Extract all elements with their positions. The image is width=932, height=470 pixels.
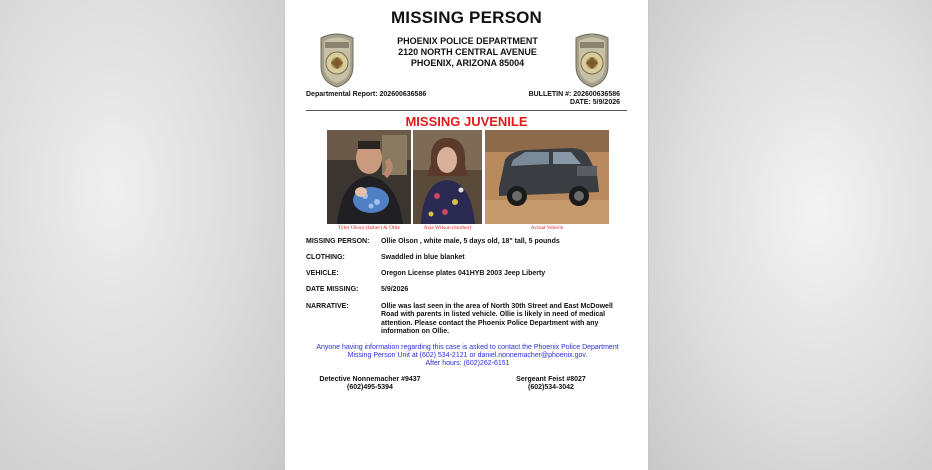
bulletin-number: BULLETIN #: 202600636586: [528, 91, 620, 98]
missing-juvenile-heading: MISSING JUVENILE: [405, 114, 528, 129]
field-value-missing-person: Ollie Olson , white male, 5 days old, 18" tall, 5 pounds: [381, 238, 560, 245]
bulletin-date: DATE: 5/9/2026: [569, 99, 620, 106]
photo-caption-vehicle: Actual Vehicle: [530, 225, 564, 231]
detective-name: Detective Nonnemacher #9437: [319, 376, 421, 383]
poster-title: MISSING PERSON: [390, 8, 543, 27]
department-address-line2: PHOENIX, ARIZONA 85004: [410, 58, 525, 68]
photo-vehicle: [485, 130, 609, 224]
contact-info: [305, 344, 630, 368]
field-label-narrative: NARRATIVE:: [306, 303, 349, 310]
department-name: PHOENIX POLICE DEPARTMENT: [397, 36, 538, 46]
contact-line1: Anyone having information regarding this case is asked to contact the Phoenix Police Department: [316, 344, 619, 351]
blurred-background-left: [0, 0, 284, 470]
contact-line2: Missing Person Unit at (602) 534-2121 or daniel.nonnemacher@phoenix.gov.: [347, 352, 588, 359]
field-value-clothing: Swaddled in blue blanket: [381, 254, 465, 261]
photo-father-and-baby: [327, 130, 411, 224]
field-value-narrative: Ollie was last seen in the area of North 30th Street and East McDowell Road with parents in listed vehicle. Ollie is likely in need of medical attention. Please contact the Phoenix Police Department with any information on Ollie.: [381, 303, 613, 336]
missing-person-poster: [284, 0, 649, 470]
signature-sergeant: [501, 376, 601, 392]
divider: [306, 110, 627, 111]
field-value-vehicle: Oregon License plates 041HYB 2003 Jeep Liberty: [381, 270, 546, 277]
department-address-line1: 2120 NORTH CENTRAL AVENUE: [398, 47, 537, 57]
photo-caption-mother: Asia Wilson (mother): [423, 225, 472, 231]
police-badge-icon: [317, 30, 357, 88]
field-value-date-missing: 5/9/2026: [381, 286, 409, 293]
sergeant-name: Sergeant Feist #8027: [516, 376, 586, 383]
photo-mother: [413, 130, 482, 224]
field-label-clothing: CLOTHING:: [306, 254, 345, 261]
photo-caption-father: Tyler Olson (father) & Ollie: [338, 225, 400, 231]
detective-phone: (602)495-5394: [347, 384, 393, 391]
field-label-vehicle: VEHICLE:: [306, 270, 339, 277]
blurred-background-right: [648, 0, 932, 470]
sergeant-phone: (602)534-3042: [528, 384, 574, 391]
police-badge-icon: [572, 30, 612, 88]
signature-detective: [315, 376, 425, 392]
department-block: [365, 36, 570, 69]
departmental-report: Departmental Report: 202600636586: [306, 91, 427, 98]
field-label-date-missing: DATE MISSING:: [306, 286, 359, 293]
field-label-missing-person: MISSING PERSON:: [306, 238, 370, 245]
contact-line3: After hours: (602)262-6151: [425, 360, 510, 367]
